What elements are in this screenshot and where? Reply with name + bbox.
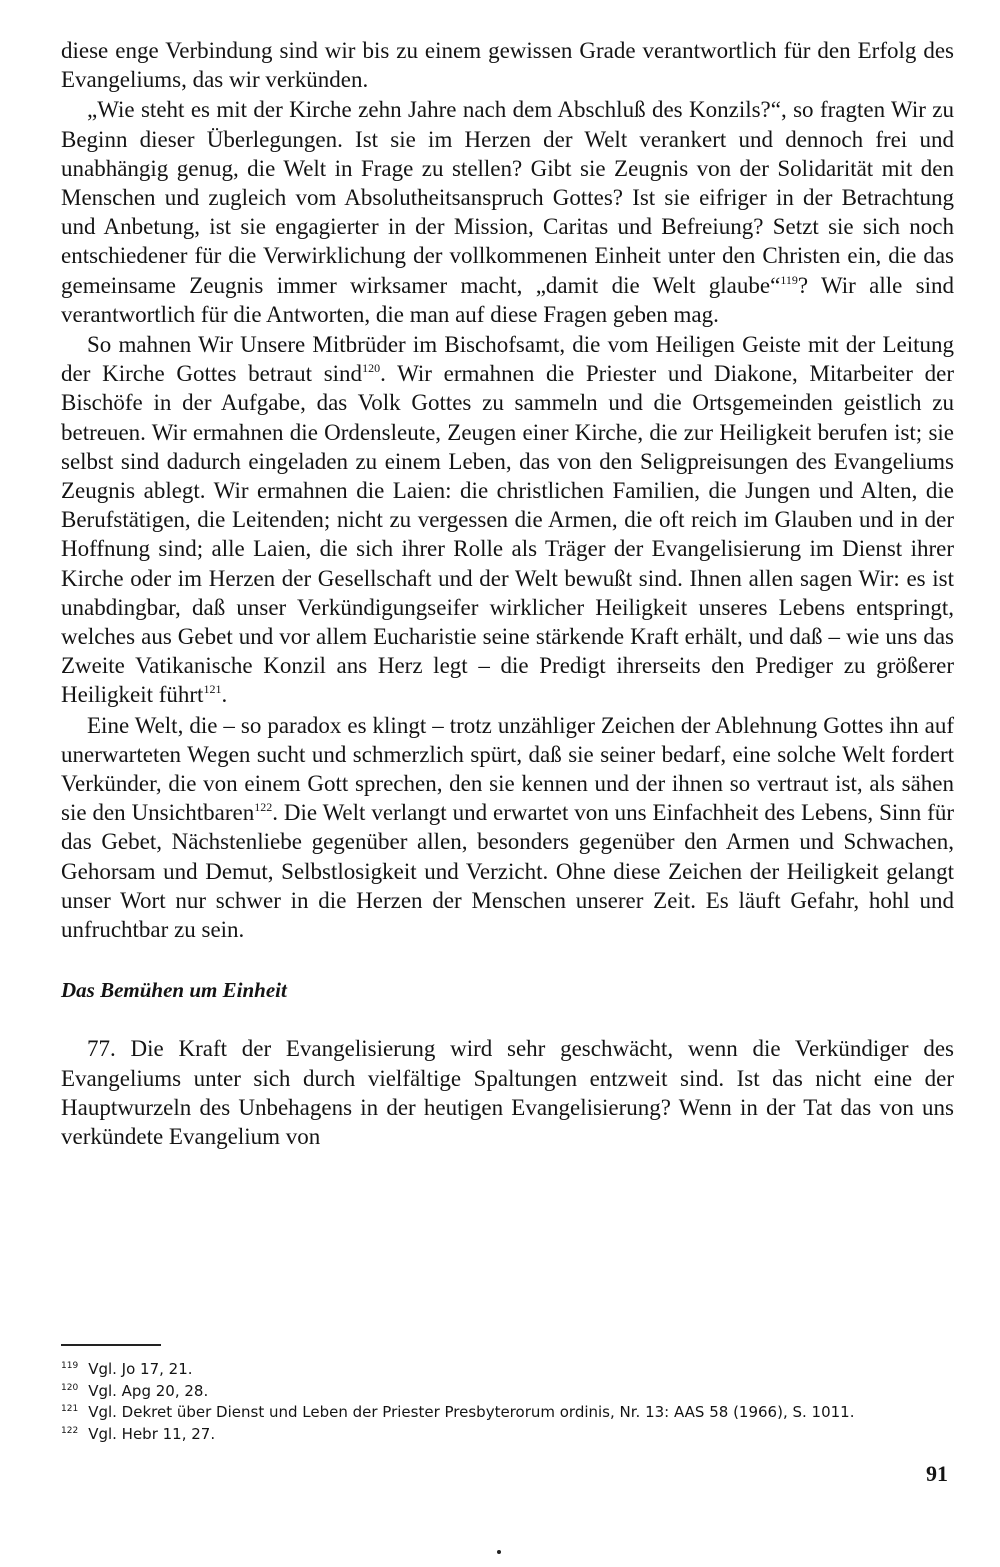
- paragraph-3: [61, 330, 954, 710]
- footnotes: [61, 1357, 954, 1443]
- footnote-number: 119: [61, 1361, 79, 1371]
- paragraph-2: [61, 95, 954, 329]
- footnote-number: 120: [61, 1382, 79, 1393]
- footnote-text: Vgl. Apg 20, 28.: [88, 1381, 209, 1400]
- paragraph-1-text: diese enge Verbindung sind wir bis zu einem gewissen Grade verantwortlich für den Erfolg des Evangeliums, das wir verkünden.: [61, 38, 954, 93]
- page-number: 91: [926, 1461, 948, 1486]
- footnote-ref-119: 119: [780, 272, 798, 287]
- paragraph-4-text-b: . Die Welt verlangt und erwartet von uns Einfachheit des Lebens, Sinn für das Gebet, Nächstenliebe gegenüber allen, besonders gegenüber den Armen und Schwachen, Gehorsam und Demut, Selbstlosigkeit und Verzicht. Ohne diese Zeichen der Heiligkeit gelangt unser Wort nur schwer in die Herzen der Menschen unserer Zeit. Es läuft Gefahr, hohl und unfruchtbar zu sein.: [61, 800, 954, 943]
- footnote-ref-121: 121: [203, 682, 222, 697]
- paragraph-77-text: 77. Die Kraft der Evangelisierung wird sehr geschwächt, wenn die Verkündiger des Evangeliums unter sich durch vielfältige Spaltungen entzweit sind. Ist das nicht eine der Hauptwurzeln des Unbehagens in der heutigen Evangelisierung? Wenn in der Tat das von uns verkündete Evangelium von: [61, 1036, 954, 1149]
- footnote-text: Vgl. Jo 17, 21.: [88, 1360, 193, 1378]
- footnote-ref-120: 120: [362, 361, 381, 376]
- paragraph-4: [61, 711, 954, 945]
- section-heading: Das Bemühen um Einheit: [61, 978, 287, 1003]
- paragraph-77: [61, 1034, 954, 1151]
- footnote-number: 122: [61, 1425, 79, 1436]
- footnote-separator: [61, 1344, 161, 1346]
- footnote-119: [61, 1357, 954, 1379]
- paragraph-2-text: „Wie steht es mit der Kirche zehn Jahre nach dem Abschluß des Konzils?“, so fragten Wir zu Beginn dieser Überlegungen. Ist sie im Herzen der Welt verankert und dennoch frei und unabhängig genug, die Welt in Frage zu stellen? Gibt sie Zeugnis von der Solidarität mit den Menschen und zugleich vom Absolutheitsanspruch Gottes? Ist sie eifriger in der Betrachtung und Anbetung, ist sie engagierter in der Mission, Caritas und Befreiung? Setzt sie sich noch entschiedener für die Verwirklichung der vollkommenen Einheit unter den Christen ein, die das gemeinsame Zeugnis immer wirksamer macht, „damit die Welt glaube“: [61, 97, 954, 298]
- paragraph-3-end: .: [221, 682, 228, 708]
- paragraph-1: [61, 36, 954, 94]
- footnote-122: [61, 1422, 954, 1444]
- footnote-number: 121: [61, 1404, 79, 1414]
- paragraph-3-text-a: So mahnen Wir Unsere Mitbrüder im Bischofsamt, die vom Heiligen Geiste mit der Leitung der Kirche Gottes betraut sind: [61, 332, 954, 387]
- page-body: [61, 36, 954, 1151]
- footnote-text: Vgl. Hebr 11, 27.: [88, 1424, 216, 1443]
- footnote-120: [61, 1379, 954, 1401]
- paragraph-3-text-b: . Wir ermahnen die Priester und Diakone, Mitarbeiter der Bischöfe in der Aufgabe, das Volk Gottes zu sammeln und die Ortsgemeinden geistlich zu betreuen. Wir ermahnen die Ordensleute, Zeugen einer Kirche, die zur Heiligkeit berufen ist; sie selbst sind dadurch eingeladen zu einem Leben, das von den Seligpreisungen des Evangeliums Zeugnis ablegt. Wir ermahnen die Laien: die christlichen Familien, die Jungen und Alten, die Berufstätigen, die Leitenden; nicht zu vergessen die Armen, die oft reich im Glauben und in der Hoffnung sind; alle Laien, die sich ihrer Rolle als Träger der Evangelisierung im Dienst ihrer Kirche oder im Herzen der Gesellschaft und der Welt bewußt sind. Ihnen allen sagen Wir: es ist unabdingbar, daß unser Verkündigungseifer wirklicher Heiligkeit unseres Lebens entspringt, welches aus Gebet und vor allem Eucharistie seine stärkende Kraft erhält, und daß – wie uns das Zweite Vatikanische Konzil ans Herz legt – die Predigt ihrerseits den Prediger zu größerer Heiligkeit führt: [61, 361, 954, 708]
- footnote-121: [61, 1400, 954, 1422]
- footnote-text: Vgl. Dekret über Dienst und Leben der Priester Presbyterorum ordinis, Nr. 13: AAS 58 (1966), S. 1011.: [88, 1403, 855, 1421]
- paragraph-2-end: ? Wir alle sind verantwortlich für die Antworten, die man auf diese Fragen geben mag.: [61, 272, 954, 327]
- footnote-ref-122: 122: [254, 800, 273, 815]
- paragraph-4-text-a: Eine Welt, die – so paradox es klingt – trotz unzähliger Zeichen der Ablehnung Gottes ihn auf unerwarteten Wegen sucht und schmerzlich spürt, daß sie seiner bedarf, eine solche Welt fordert Verkünder, die von einem Gott sprechen, den sie kennen und der ihnen so vertraut ist, als sähen sie den Unsichtbaren: [61, 712, 954, 826]
- scan-speck: [497, 1550, 501, 1554]
